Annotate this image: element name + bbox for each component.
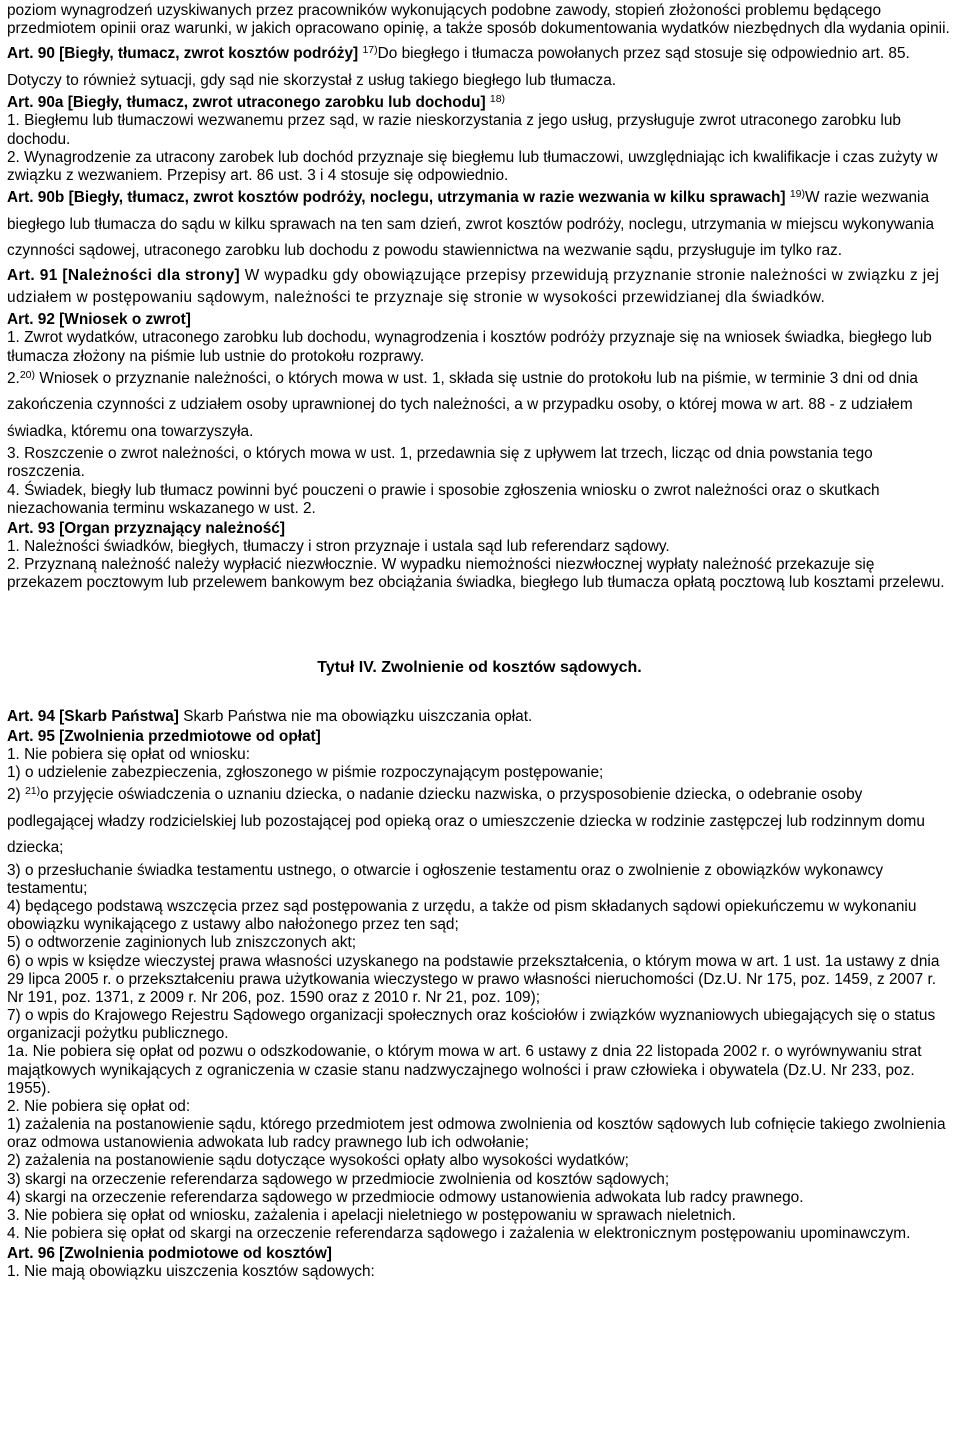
article-95-para-2: 2. Nie pobiera się opłat od:: [7, 1097, 191, 1115]
list-item: [7, 782, 952, 861]
list-number: 3): [7, 861, 21, 879]
article-94: [7, 708, 952, 726]
article-95-para-1: 1. Nie pobiera się opłat od wniosku:: [7, 745, 250, 763]
list-item: [7, 1116, 952, 1152]
paragraph-intro: poziom wynagrodzeń uzyskiwanych przez pracowników wykonujących podobne zawody, stopień złożoności problemu będącego przedmiotem opinii oraz warunki, w jakich opracowano opinię, a także sposób dokumentowania wydatków niezbędnych dla wydania opinii.: [7, 2, 950, 38]
article-93-heading: Art. 93 [Organ przyznający należność]: [7, 519, 285, 537]
article-heading: Art. 90b [Biegły, tłumacz, zwrot kosztów podróży, noclegu, utrzymania w razie wezwania w kilku sprawach]: [7, 189, 786, 207]
list-number: 5): [7, 934, 21, 952]
list-item: [7, 862, 952, 898]
article-96-heading: Art. 96 [Zwolnienia podmiotowe od kosztów]: [7, 1245, 332, 1263]
footnote-ref: 20): [19, 368, 36, 381]
article-heading: Art. 91 [Należności dla strony]: [7, 266, 241, 284]
footnote-ref: 17): [362, 44, 378, 57]
article-90: [7, 41, 952, 94]
footnote-ref: 21): [24, 785, 41, 798]
article-92-para-4: 4. Świadek, biegły lub tłumacz powinni być pouczeni o prawie i sposobie zgłoszenia wniosku o zwrot należności oraz o skutkach niezachowania terminu wskazanego w ust. 2.: [7, 481, 880, 517]
article-text: W razie wezwania biegłego lub tłumacza do sądu w kilku sprawach na ten sam dzień, zwrot kosztów podróży, noclegu, utrzymania w miejscu wykonywania czynności sądowej, utraconego zarobku lub dochodu z powodu stawiennictwa na wezwanie sądu, przysługuje im tylko raz.: [7, 189, 935, 260]
article-93-para-2: 2. Przyznaną należność należy wypłacić niezwłocznie. W wypadku niemożności niezwłocznej wypłaty należność przekazuje się przekazem pocztowym lub przelewem bankowym bez obciążania świadka, biegłego lub tłumacza opłatą pocztową lub kosztami przelewu.: [7, 556, 945, 592]
list-item: [7, 934, 952, 952]
list-text: o wpis do Krajowego Rejestru Sądowego organizacji społecznych oraz kościołów i związków wyznaniowych ubiegających się o status organizacji pożytku publicznego.: [7, 1007, 936, 1043]
list-text: o udzielenie zabezpieczenia, zgłoszonego w piśmie rozpoczynającym postępowanie;: [24, 764, 604, 782]
footnote-ref: 18): [489, 93, 506, 106]
list-text: o przesłuchanie świadka testamentu ustnego, o otwarcie i ogłoszenie testamentu oraz o zwolnienie z obowiązków wykonawcy testamentu;: [7, 861, 884, 897]
para-text: Wniosek o przyznanie należności, o których mowa w ust. 1, składa się ustnie do protokołu lub na piśmie, w terminie 3 dni od dnia zakończenia czynności z udziałem osoby uprawnionej do tych należności, a w przypadku osoby, o której mowa w art. 88 - z udziałem świadka, któremu ona towarzyszyła.: [7, 369, 918, 440]
list-number: 3): [7, 1170, 21, 1188]
article-92-para-1: 1. Zwrot wydatków, utraconego zarobku lub dochodu, wynagrodzenia i kosztów podróży przyznaje się na wniosek świadka, biegłego lub tłumacza złożony na piśmie lub ustnie do protokołu rozprawy.: [7, 329, 932, 365]
article-92-para-2: [7, 366, 952, 445]
article-text: W wypadku gdy obowiązujące przepisy przewidują przyznanie stronie należności w związku z jej udziałem w postępowaniu sądowym, należności te przyznaje się stronie w wysokości przewidzianej dla świadków.: [7, 266, 940, 306]
list-number: 2): [7, 1152, 21, 1170]
article-93-para-1: 1. Należności świadków, biegłych, tłumaczy i stron przyznaje i ustala sąd lub referendarz sądowy.: [7, 538, 670, 556]
list-number: 1): [7, 1116, 21, 1134]
list-text: zażalenia na postanowienie sądu dotyczące wysokości opłaty albo wysokości wydatków;: [24, 1152, 629, 1170]
list-text: będącego podstawą wszczęcia przez sąd postępowania z urzędu, a także od pism składanych sądowi opiekuńczemu w wykonaniu obowiązku wynikającego z ustawy albo nałożonego przez ten sąd;: [7, 897, 917, 934]
list-item: [7, 764, 952, 782]
list-number: 4): [7, 1188, 21, 1206]
article-90a: [7, 94, 952, 112]
article-91: [7, 265, 952, 310]
list-number: 1): [7, 764, 21, 782]
article-90a-para-2: 2. Wynagrodzenie za utracony zarobek lub dochód przyznaje się biegłemu lub tłumaczowi, uwzględniając ich kwalifikacje i czas zużyty w związku z wezwaniem. Przepisy art. 86 ust. 3 i 4 stosuje się odpowiednio.: [7, 148, 938, 184]
list-text: o wpis w księdze wieczystej prawa własności uzyskanego na podstawie przekształcenia, o którym mowa w art. 1 ust. 1a ustawy z dnia 29 lipca 2005 r. o przekształceniu prawa użytkowania wieczystego w prawo własności nieruchomości (Dz.U. Nr 175, poz. 1459, z 2007 r. Nr 191, poz. 1371, z 2009 r. Nr 206, poz. 1590 oraz z 2010 r. Nr 21, poz. 109);: [7, 952, 940, 1006]
article-92-heading: Art. 92 [Wniosek o zwrot]: [7, 311, 191, 329]
list-text: o odtworzenie zaginionych lub zniszczonych akt;: [24, 934, 357, 952]
list-number: 4): [7, 897, 21, 915]
list-number: 2): [7, 786, 21, 804]
footnote-ref: 19): [789, 188, 806, 201]
article-95-para-4: 4. Nie pobiera się opłat od skargi na orzeczenie referendarza sądowego i zażalenia w elektronicznym postępowaniu upominawczym.: [7, 1225, 911, 1243]
article-96-para-1: 1. Nie mają obowiązku uiszczenia kosztów sądowych:: [7, 1263, 375, 1281]
section-title: Tytuł IV. Zwolnienie od kosztów sądowych.: [317, 658, 642, 676]
para-number: 2.: [7, 369, 20, 387]
article-92-para-3: 3. Roszczenie o zwrot należności, o których mowa w ust. 1, przedawnia się z upływem lat trzech, licząc od dnia powstania tego roszczenia.: [7, 445, 873, 481]
article-95-heading: Art. 95 [Zwolnienia przedmiotowe od opłat]: [7, 727, 321, 745]
list-item: [7, 1171, 952, 1189]
list-text: zażalenia na postanowienie sądu, którego przedmiotem jest odmowa zwolnienia od kosztów sądowych lub cofnięcie takiego zwolnienia oraz odmowa ustanowienia adwokata lub radcy prawnego lub ich odwołanie;: [7, 1116, 946, 1152]
list-item: [7, 953, 952, 1008]
list-number: 6): [7, 952, 21, 970]
list-item: [7, 898, 952, 934]
article-90a-para-1: 1. Biegłemu lub tłumaczowi wezwanemu przez sąd, w razie nieskorzystania z jego usług, przysługuje zwrot utraconego zarobku lub dochodu.: [7, 112, 901, 148]
article-95-para-1a: 1a. Nie pobiera się opłat od pozwu o odszkodowanie, o którym mowa w art. 6 ustawy z dnia 22 listopada 2002 r. o wyrównywaniu strat majątkowych wynikających z ograniczenia w czasie stanu nadzwyczajnego wolności i praw człowieka i obywatela (Dz.U. Nr 233, poz. 1955).: [7, 1043, 922, 1097]
list-text: skargi na orzeczenie referendarza sądowego w przedmiocie odmowy ustanowienia adwokata lub radcy prawnego.: [24, 1188, 804, 1206]
article-90b: [7, 185, 952, 264]
article-heading: Art. 90a [Biegły, tłumacz, zwrot utraconego zarobku lub dochodu]: [7, 94, 486, 112]
article-text: Skarb Państwa nie ma obowiązku uiszczania opłat.: [183, 707, 533, 725]
article-95-para-3: 3. Nie pobiera się opłat od wniosku, zażalenia i apelacji nieletniego w postępowaniu w sprawach nieletnich.: [7, 1206, 736, 1224]
article-heading: Art. 94 [Skarb Państwa]: [7, 707, 179, 725]
list-item: [7, 1152, 952, 1170]
article-heading: Art. 90 [Biegły, tłumacz, zwrot kosztów podróży]: [7, 45, 359, 63]
list-item: [7, 1007, 952, 1043]
list-text: skargi na orzeczenie referendarza sądowego w przedmiocie zwolnienia od kosztów sądowych;: [24, 1170, 670, 1188]
article-text: Do biegłego i tłumacza powołanych przez sąd stosuje się odpowiednio art. 85. Dotyczy to również sytuacji, gdy sąd nie skorzystał z usług takiego biegłego lub tłumacza.: [7, 45, 910, 89]
list-number: 7): [7, 1007, 21, 1025]
list-item: [7, 1189, 952, 1207]
list-text: o przyjęcie oświadczenia o uznaniu dziecka, o nadanie dziecku nazwiska, o przysposobienie dziecka, o odebranie osoby podlegającej władzy rodzicielskiej lub pozostającej pod opieką oraz o umieszczenie dziecka w rodzinie zastępczej lub rodzinnym domu dziecka;: [7, 786, 925, 857]
